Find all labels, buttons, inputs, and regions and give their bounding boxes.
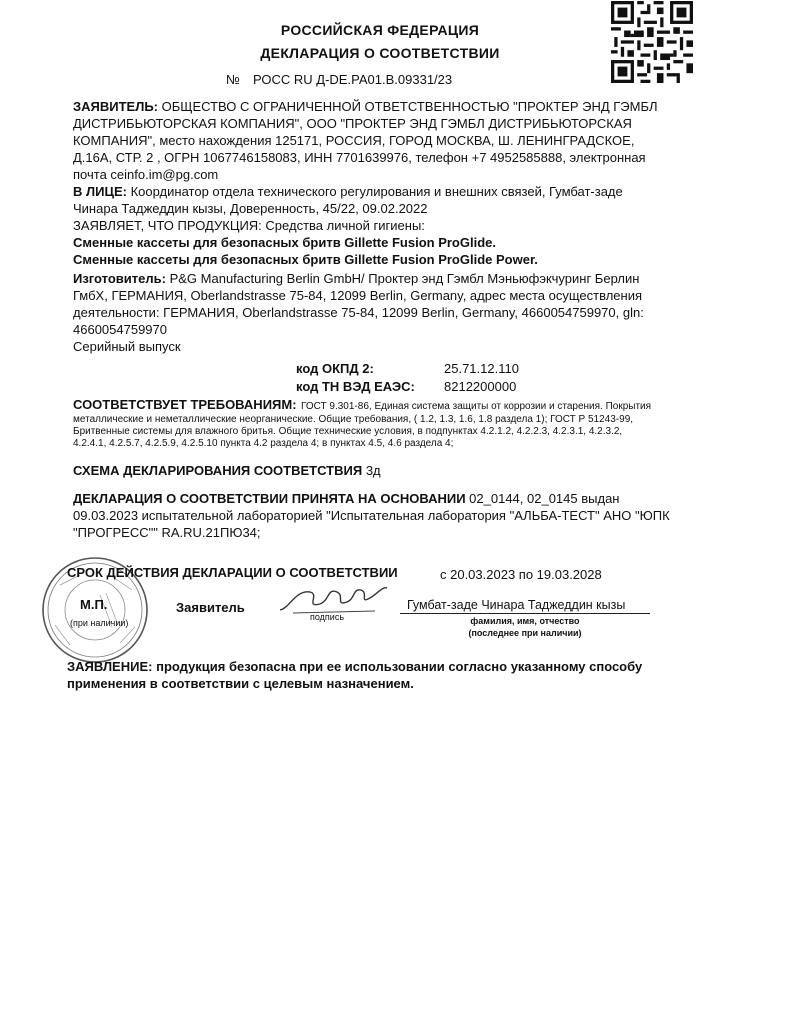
scheme-label: СХЕМА ДЕКЛАРИРОВАНИЯ СООТВЕТСТВИЯ [73, 463, 363, 478]
okpd-label: код ОКПД 2: [296, 361, 374, 376]
document-title: ДЕКЛАРАЦИЯ О СООТВЕТСТВИИ [260, 45, 500, 61]
manufacturer-label: Изготовитель: [73, 271, 166, 286]
tnved-label: код ТН ВЭД ЕАЭС: [296, 379, 415, 394]
product-2: Сменные кассеты для безопасных бритв Gillette Fusion ProGlide Power. [73, 252, 538, 267]
applicant-label: ЗАЯВИТЕЛЬ: [73, 99, 159, 114]
applicant-signature-label: Заявитель [176, 600, 245, 615]
applicant-block: ЗАЯВИТЕЛЬ: ОБЩЕСТВО С ОГРАНИЧЕННОЙ ОТВЕТСТВЕННОСТЬЮ "ПРОКТЕР ЭНД ГЭМБЛ ДИСТРИБЬЮТОРСКАЯ КОМПАНИЯ", ООО "ПРОКТЕР ЭНД ГЭМБЛ ДИСТРИБЬЮТОРСКАЯ КОМПАНИЯ", место нахождения 125171, РОССИЯ, ГОРОД МОСКВА, Ш. ЛЕНИНГРАДСКОЕ, Д.16А, СТР. 2 , ОГРН 1067746158083, ИНН 7701639976, телефон +7 4952585888, электронная почта ceinfo.im@pg.com В ЛИЦЕ: Координатор отдела технического регулирования и внешних связей, Гумбат-заде Чинара Таджеддин кызы, Доверенность, 45/22, 09.02.2022 ЗАЯВЛЯЕТ, ЧТО ПРОДУКЦИЯ: Средства личной гигиены: Сменные кассеты для безопасных бритв Gillette Fusion ProGlide. Сменные кассеты для безопасных бритв Gillette Fusion ProGlide Power. [73, 98, 713, 268]
requirements-block: СООТВЕТСТВУЕТ ТРЕБОВАНИЯМ: ГОСТ 9.301-86, Единая система защиты от коррозии и старения. Покрытия металлические и неметаллические неорганические. Общие требования, ( 1.2, 1.3, 1.6, 1.8 раздела 1); ГОСТ Р 51243-99, Бритвенные системы для влажного бритья. Общие технические условия, в подпунктах 4.2.1.2, 4.2.2.3, 4.2.3.1, 4.2.3.2, 4.2.4.1, 4.2.5.7, 4.2.5.9, 4.2.5.10 пункта 4.2 раздела 4; в пунктах 4.5, 4.6 раздела 4; [73, 397, 652, 449]
manufacturer-block: Изготовитель: P&G Manufacturing Berlin GmbH/ Проктер энд Гэмбл Мэньюфэкчуринг Берлин ГмбХ, ГЕРМАНИЯ, Oberlandstrasse 75-84, 12099 Berlin, Germany, адрес места осуществления деятельности: ГЕРМАНИЯ, Oberlandstrasse 75-84, 12099 Berlin, Germany, 4660054759970, gln: 4660054759970 Серийный выпуск [73, 270, 713, 355]
basis-block: ДЕКЛАРАЦИЯ О СООТВЕТСТВИИ ПРИНЯТА НА ОСНОВАНИИ 02_0144, 02_0145 выдан 09.03.2023 испытательной лабораторией "Испытательная лаборатория "АЛЬБА-ТЕСТ" АНО "ЮПК "ПРОГРЕСС"" RA.RU.21ПЮ34; [73, 491, 670, 540]
name-caption-1: фамилия, имя, отчество [470, 616, 580, 626]
number-label: № [226, 72, 240, 87]
person-label: В ЛИЦЕ: [73, 184, 127, 199]
name-underline [400, 613, 650, 614]
validity-value: с 20.03.2023 по 19.03.2028 [440, 567, 602, 582]
validity-label: СРОК ДЕЙСТВИЯ ДЕКЛАРАЦИИ О СООТВЕТСТВИИ [67, 565, 398, 580]
signatory-name: Гумбат-заде Чинара Таджеддин кызы [407, 598, 626, 612]
declares-label: ЗАЯВЛЯЕТ, ЧТО ПРОДУКЦИЯ: [73, 218, 262, 233]
name-caption-2: (последнее при наличии) [468, 628, 582, 638]
stamp-note: (при наличии) [70, 618, 129, 628]
statement-block: ЗАЯВЛЕНИЕ: продукция безопасна при ее использовании согласно указанному способу применения в соответствии с целевым назначением. [67, 659, 643, 691]
scheme-line [73, 462, 381, 479]
requirements-label: СООТВЕТСТВУЕТ ТРЕБОВАНИЯМ: [73, 397, 297, 412]
statement-label: ЗАЯВЛЕНИЕ: [67, 659, 153, 674]
basis-label: ДЕКЛАРАЦИЯ О СООТВЕТСТВИИ ПРИНЯТА НА ОСНОВАНИИ [73, 491, 466, 506]
okpd-value: 25.71.12.110 [444, 361, 519, 376]
stamp-label: М.П. [80, 597, 108, 612]
release-type: Серийный выпуск [73, 339, 181, 354]
scheme-value: 3д [365, 463, 381, 478]
declaration-number: РОСС RU Д-DE.РА01.В.09331/23 [253, 72, 453, 87]
qr-code [611, 0, 693, 84]
signature-caption: подпись [310, 612, 345, 622]
product-1: Сменные кассеты для безопасных бритв Gillette Fusion ProGlide. [73, 235, 496, 250]
tnved-value: 8212200000 [444, 379, 517, 394]
country-title: РОССИЙСКАЯ ФЕДЕРАЦИЯ [280, 22, 480, 38]
